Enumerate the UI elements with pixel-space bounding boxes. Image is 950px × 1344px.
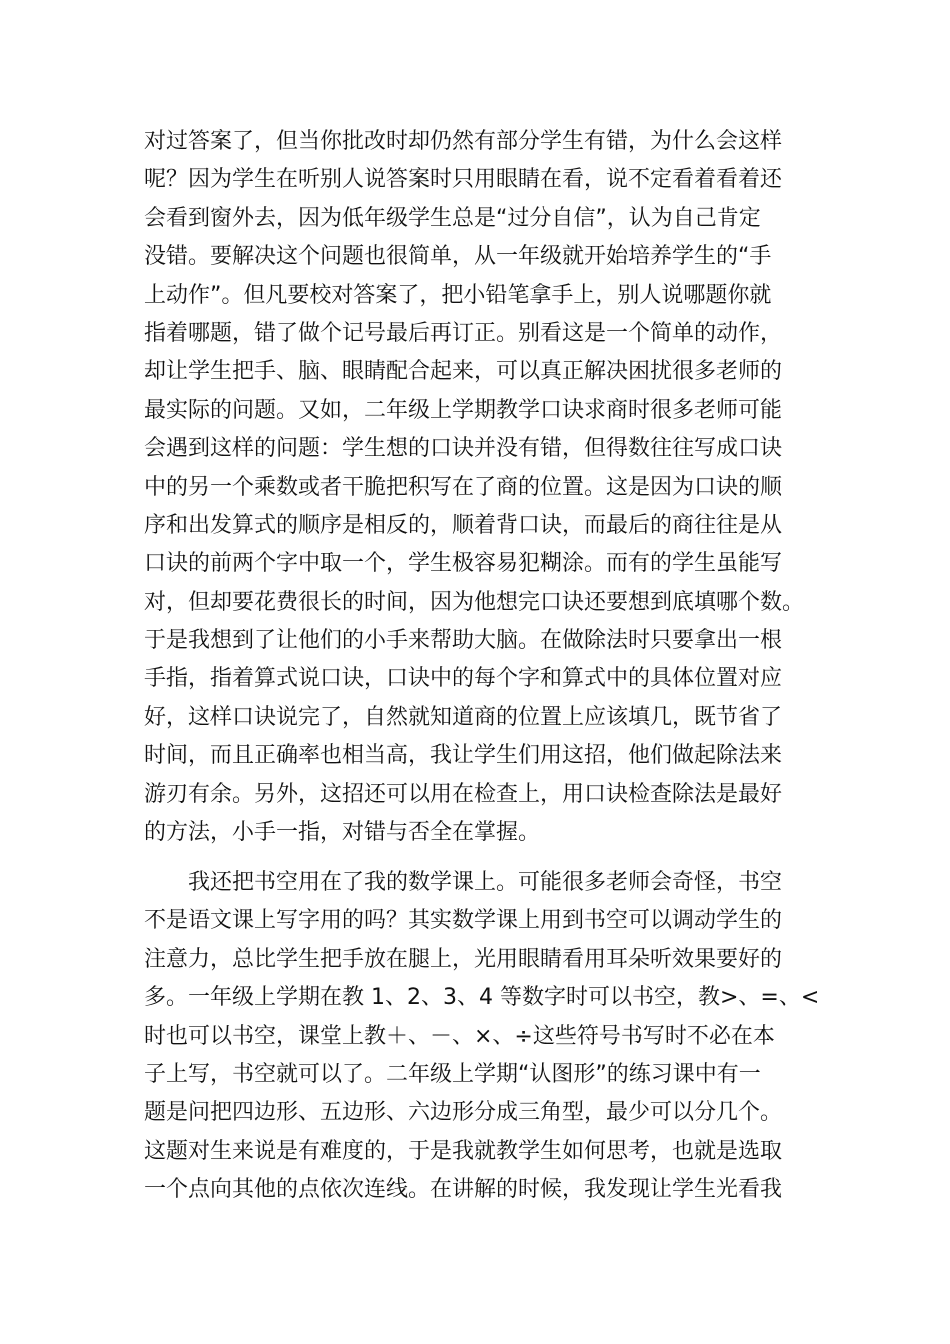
text-line: 呢？因为学生在听别人说答案时只用眼睛在看，说不定看着看着还 [144,167,783,193]
text-line: 游刃有余。另外，这招还可以用在检查上，用口诀检查除法是最好 [144,781,783,807]
text-line: 时间，而且正确率也相当高，我让学生们用这招，他们做起除法来 [144,743,783,769]
paragraph-1 [144,123,804,852]
text-line: 一个点向其他的点依次连线。在讲解的时候，我发现让学生光看我 [144,1177,783,1203]
text-line: 于是我想到了让他们的小手来帮助大脑。在做除法时只要拿出一根 [144,628,783,654]
text-line: 口诀的前两个字中取一个，学生极容易犯糊涂。而有的学生虽能写 [144,551,783,577]
text-line: 上动作”。但凡要校对答案了，把小铅笔拿手上，别人说哪题你就 [144,282,772,308]
text-line: 中的另一个乘数或者干脆把积写在了商的位置。这是因为口诀的顺 [144,474,783,500]
text-line: 多。一年级上学期在教 1、2、3、4 等数字时可以书空，教>、=、< [144,985,820,1011]
text-line: 序和出发算式的顺序是相反的，顺着背口诀，而最后的商往往是从 [144,512,783,538]
text-line: 题是问把四边形、五边形、六边形分成三角型，最少可以分几个。 [144,1100,783,1126]
text-line: 会看到窗外去，因为低年级学生总是“过分自信”，认为自己肯定 [144,205,761,231]
text-line: 不是语文课上写字用的吗？其实数学课上用到书空可以调动学生的 [144,908,783,934]
text-line: 指着哪题，错了做个记号最后再订正。别看这是一个简单的动作， [144,320,783,346]
text-line: 会遇到这样的问题：学生想的口诀并没有错，但得数往往写成口诀 [144,436,783,462]
text-line: 没错。要解决这个问题也很简单，从一年级就开始培养学生的“手 [144,244,772,270]
text-line: 最实际的问题。又如，二年级上学期教学口诀求商时很多老师可能 [144,397,783,423]
text-line: 这题对生来说是有难度的，于是我就教学生如何思考，也就是选取 [144,1138,783,1164]
paragraph-2 [144,864,820,1210]
text-line: 我还把书空用在了我的数学课上。可能很多老师会奇怪，书空 [144,870,783,895]
text-line: 子上写，书空就可以了。二年级上学期“认图形”的练习课中有一 [144,1061,761,1087]
text-line: 对，但却要花费很长的时间，因为他想完口诀还要想到底填哪个数。 [144,589,805,615]
text-line: 却让学生把手、脑、眼睛配合起来，可以真正解决困扰很多老师的 [144,359,783,385]
text-line: 时也可以书空，课堂上教＋、－、×、÷这些符号书写时不必在本 [144,1023,775,1049]
text-line: 好，这样口诀说完了，自然就知道商的位置上应该填几，既节省了 [144,704,783,730]
text-line: 的方法，小手一指，对错与否全在掌握。 [144,820,541,846]
text-line: 对过答案了，但当你批改时却仍然有部分学生有错，为什么会这样 [144,129,783,154]
text-line: 手指，指着算式说口诀，口诀中的每个字和算式中的具体位置对应 [144,666,783,692]
text-line: 注意力，总比学生把手放在腿上，光用眼睛看用耳朵听效果要好的 [144,946,783,972]
